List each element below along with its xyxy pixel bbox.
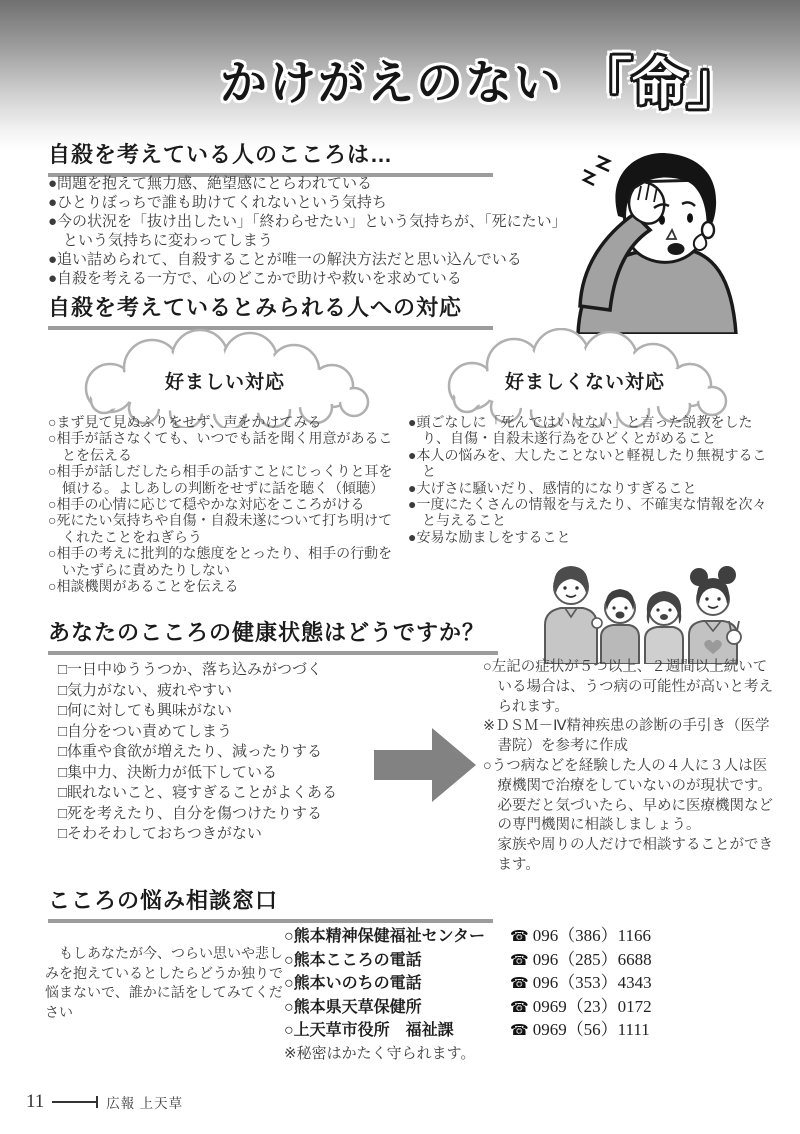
contact-row <box>284 921 652 945</box>
list-item: ○相手が話さなくても、いつでも話を聞く用意があることを伝える <box>48 430 393 463</box>
family-illustration <box>527 551 747 664</box>
list-item: ○死にたい気持ちや自傷・自殺未遂について打ち明けてくれたことをねぎらう <box>48 512 393 545</box>
page-title-main: かけがえのない <box>219 56 563 109</box>
contact-row <box>284 992 652 1016</box>
contact-list <box>284 921 652 1063</box>
list-item: ●安易な励ましをすること <box>408 528 571 545</box>
suicidal-mind-list <box>48 174 581 288</box>
section-heading-consultation: こころの悩み相談窓口 <box>48 884 493 923</box>
right-arrow-icon <box>374 726 478 804</box>
checklist-item: □気力がない、疲れやすい <box>58 681 233 699</box>
note-item: 家族や周りの人だけで相談することができます。 <box>497 837 773 873</box>
phone-icon: ☎ <box>510 974 529 992</box>
list-item: ○相手の心情に応じて穏やかな対応をこころがける <box>48 496 365 513</box>
depression-notes <box>483 658 773 876</box>
checklist-item: □そわそわしておちつきがない <box>58 825 262 842</box>
good-response-label: 好ましい対応 <box>164 371 285 393</box>
section-heading-suicidal-mind: 自殺を考えている人のこころは… <box>48 138 493 177</box>
list-item: ●今の状況を「抜け出したい」「終わらせたい」という気持ちが、「死にたい」という気持ちに変わってしまう <box>48 213 567 249</box>
checklist-item: □自分をつい責めてしまう <box>58 722 233 740</box>
list-item: ○相手の考えに批判的な態度をとったり、相手の行動をいたずらに責めたりしない <box>48 545 393 578</box>
phone-icon: ☎ <box>510 1021 529 1039</box>
publication-name: 広報 上天草 <box>106 1096 184 1111</box>
list-item: ○まず見て見ぬふりをせず、声をかけてみる <box>48 414 322 430</box>
checklist-item: □集中力、決断力が低下している <box>58 763 278 781</box>
checklist-item: □眠れないこと、寝すぎることがよくある <box>58 784 338 801</box>
footer-rule-icon <box>52 1096 98 1108</box>
checklist-item: □一日中ゆううつか、落ち込みがつづく <box>58 661 323 678</box>
section-heading-health-check: あなたのこころの健康状態はどうですか？ <box>48 616 498 655</box>
bad-response-cloud <box>424 328 746 428</box>
note-item: ○うつ病などを経験した人の４人に３人は医療機関で治療をしていないのが現状です。必要だと気づいたら、早めに医療機関などの専門機関に相談しましょう。 <box>483 757 773 834</box>
page-header <box>0 0 800 150</box>
page-title <box>220 40 742 119</box>
phone-icon: ☎ <box>510 927 529 945</box>
good-response-cloud <box>60 328 390 428</box>
contact-row <box>284 968 652 992</box>
list-item: ○相手が話しだしたら相手の話すことにじっくりと耳を傾ける。よしあしの判断をせずに話を聴く（傾聴） <box>48 463 393 496</box>
list-item: ●問題を抱えて無力感、絶望感にとらわれている <box>48 175 373 192</box>
note-item: ※ＤＳＭ－Ⅳ精神疾患の診断の手引き（医学書院）を参考に作成 <box>483 718 770 755</box>
phone-number: 096（353）4343 <box>532 973 652 992</box>
contact-name: ○熊本県天草保健所 <box>284 998 422 1016</box>
list-item: ○相談機関があることを伝える <box>48 578 239 595</box>
phone-icon: ☎ <box>510 950 529 969</box>
page-footer <box>26 1091 183 1113</box>
health-checklist <box>58 660 398 845</box>
list-item: ●ひとりぼっちで誰も助けてくれないという気持ち <box>48 194 387 211</box>
phone-number: 096（285）6688 <box>532 949 652 969</box>
list-item: ●頭ごなしに「死んではいけない」と言った説教をしたり、自傷・自殺未遂行為をひどくとがめること <box>408 414 753 447</box>
page-number: 11 <box>26 1091 45 1112</box>
contact-name: ○熊本精神保健福祉センター <box>284 928 486 945</box>
bad-response-list <box>408 414 770 545</box>
section-heading-response: 自殺を考えているとみられる人への対応 <box>48 291 493 330</box>
consultation-intro: もしあなたが今、つらい思いや悲しみを抱えているとしたらどうか独りで悩まないで、誰かに話をしてみてください <box>45 945 283 1020</box>
checklist-item: □何に対しても興味がない <box>58 702 233 719</box>
page-title-accent: 「命」 <box>576 53 742 115</box>
contact-row <box>284 1015 652 1039</box>
good-response-list <box>48 414 402 594</box>
checklist-item: □死を考えたり、自分を傷つけたりする <box>58 804 323 822</box>
checklist-item: □体重や食欲が増えたり、減ったりする <box>58 743 323 760</box>
worried-person-illustration <box>548 146 753 334</box>
contact-phone <box>510 968 652 993</box>
contact-phone <box>510 992 652 1017</box>
note-item: ○左記の症状が５つ以上、２週間以上続いている場合は、うつ病の可能性が高いと考えられます。 <box>483 659 773 715</box>
list-item: ●本人の悩みを、大したことないと軽視したり無視すること <box>408 446 767 480</box>
contact-row <box>284 945 652 969</box>
contact-phone <box>510 945 652 970</box>
list-item: ●自殺を考える一方で、心のどこかで助けや救いを求めている <box>48 270 462 287</box>
list-item: ●大げさに騒いだり、感情的になりすぎること <box>408 479 697 496</box>
contact-name: ○上天草市役所 福祉課 <box>284 1022 454 1039</box>
contact-name: ○熊本いのちの電話 <box>284 975 422 992</box>
contact-name: ○熊本こころの電話 <box>284 951 422 969</box>
phone-number: 096（386）1166 <box>532 926 652 945</box>
phone-number: 0969（23）0172 <box>532 996 652 1016</box>
phone-number: 0969（56）1111 <box>532 1020 650 1039</box>
contact-phone <box>510 921 651 946</box>
privacy-note: ※秘密はかたく守られます。 <box>284 1044 476 1062</box>
list-item: ●追い詰められて、自殺することが唯一の解決方法だと思い込んでいる <box>48 251 522 268</box>
contact-phone <box>510 1015 650 1040</box>
list-item: ●一度にたくさんの情報を与えたり、不確実な情報を次々と与えること <box>408 496 767 529</box>
bad-response-label: 好ましくない対応 <box>504 371 665 393</box>
phone-icon: ☎ <box>510 997 529 1016</box>
